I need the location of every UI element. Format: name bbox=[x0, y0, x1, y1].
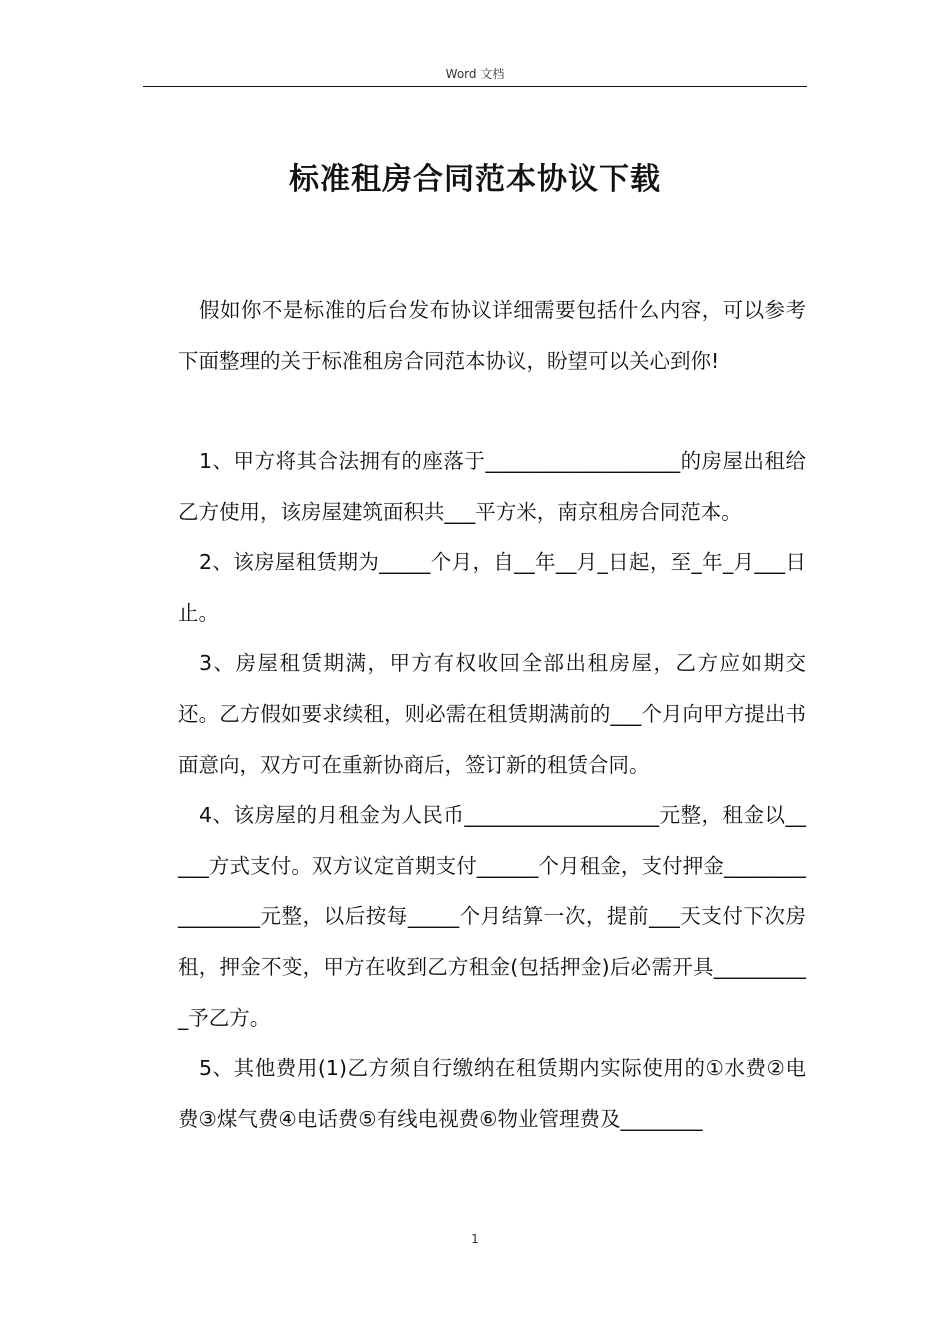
intro-paragraph: 假如你不是标准的后台发布协议详细需要包括什么内容，可以参考下面整理的关于标准租房合同范本协议，盼望可以关心到你! bbox=[178, 298, 806, 373]
clause-4: 4、该房屋的月租金为人民币___________________元整，租金以_____方式支付。双方议定首期支付______个月租金，支付押金________________元整，以后按每_____个月结算一次，提前___天支付下次房租，押金不变，甲方在收到乙方租金(包括押金)后必需开具__________予乙方。 bbox=[178, 803, 806, 1030]
intro-section bbox=[178, 285, 806, 386]
clauses-section bbox=[178, 436, 806, 1144]
clause-3: 3、房屋租赁期满，甲方有权收回全部出租房屋，乙方应如期交还。乙方假如要求续租，则必需在租赁期满前的___个月向甲方提出书面意向，双方可在重新协商后，签订新的租赁合同。 bbox=[178, 651, 806, 777]
clause-5: 5、其他费用(1)乙方须自行缴纳在租赁期内实际使用的①水费②电费③煤气费④电话费⑤有线电视费⑥物业管理费及________ bbox=[178, 1056, 806, 1131]
header-rule bbox=[143, 86, 807, 87]
page-number: 1 bbox=[471, 1232, 479, 1246]
clause-1: 1、甲方将其合法拥有的座落于___________________的房屋出租给乙方使用，该房屋建筑面积共___平方米，南京租房合同范本。 bbox=[178, 449, 806, 524]
clause-2: 2、该房屋租赁期为_____个月，自__年__月_日起，至_年_月___日止。 bbox=[178, 550, 806, 625]
document-title: 标准租房合同范本协议下载 bbox=[289, 162, 661, 197]
page-header: Word 文档 bbox=[445, 67, 505, 81]
